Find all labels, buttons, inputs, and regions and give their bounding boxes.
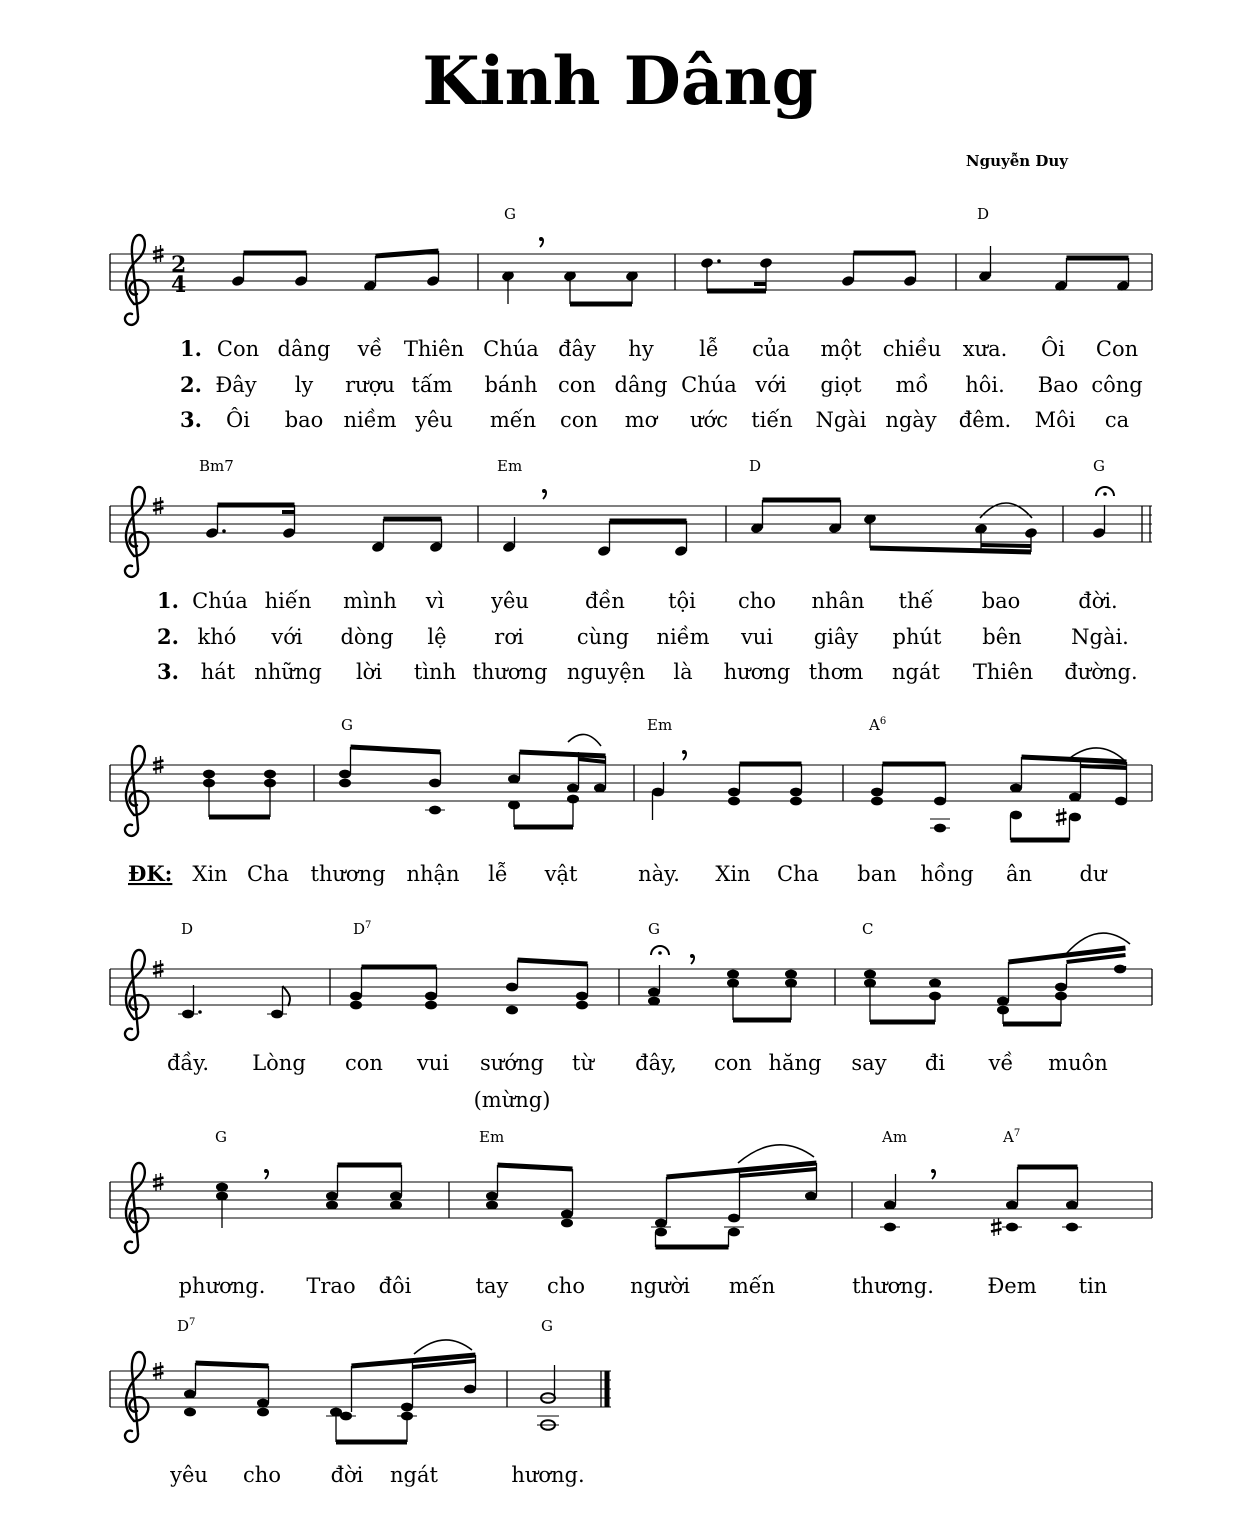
lyric-syllable: bao: [981, 589, 1021, 613]
lyric-syllable: Xin: [715, 862, 751, 886]
lyric-syllable: Xin: [192, 862, 228, 886]
lyric-syllable: tiến: [751, 408, 793, 432]
lyric-syllable: cùng: [576, 625, 630, 649]
lyric-syllable: niềm: [343, 408, 397, 432]
lyric-syllable: Chúa: [681, 373, 737, 397]
lyric-syllable: đường.: [1064, 660, 1138, 684]
lyric-syllable: Đem: [987, 1274, 1037, 1298]
melody-notes: [231, 237, 1130, 304]
lyric-syllable: đầy.: [166, 1051, 210, 1075]
lyric-syllable: tội: [668, 589, 696, 613]
lyric-syllable: vì: [425, 589, 445, 613]
lyric-syllable: bao: [284, 408, 324, 432]
lyric-syllable: muôn: [1048, 1051, 1108, 1075]
lyric-syllable: lời: [355, 660, 383, 684]
melody-notes: [216, 1145, 1082, 1247]
lyric-syllable: yêu: [170, 1463, 208, 1487]
lyric-syllable: vật: [544, 862, 578, 886]
lyric-syllable: giọt: [820, 373, 862, 397]
lyric-syllable: bên: [982, 625, 1022, 649]
lyric-syllable: với: [755, 373, 787, 397]
lyric-syllable: phương.: [178, 1274, 266, 1298]
lyric-syllable: là: [673, 660, 693, 684]
treble-clef-icon: [125, 1163, 148, 1253]
chord-symbol: D: [181, 920, 194, 938]
lyric-syllable: tình: [413, 660, 457, 684]
lyric-syllable: mến: [489, 408, 537, 432]
melody-notes: [203, 734, 1127, 840]
song-title: Kinh Dâng: [422, 42, 818, 120]
lyric-syllable: con: [714, 1051, 752, 1075]
chord-symbol: G: [541, 1317, 553, 1335]
lyric-syllable: Trao: [306, 1274, 356, 1298]
lyric-syllable: hát: [200, 660, 236, 684]
lyric-syllable: từ: [572, 1051, 594, 1075]
treble-clef-icon: [125, 950, 148, 1040]
composer-name: Nguyễn Duy: [965, 152, 1068, 170]
lyric-syllable: Con: [216, 337, 260, 361]
lyric-syllable: con: [345, 1051, 383, 1075]
lyric-syllable: Môi: [1034, 408, 1076, 432]
lyric-syllable: đêm.: [958, 408, 1012, 432]
lyric-syllable: thương.: [852, 1274, 934, 1298]
lyric-syllable: ước: [690, 408, 728, 432]
chord-symbol: D: [977, 205, 990, 223]
chord-symbol: $D^7$: [177, 1317, 196, 1335]
lyric-syllable: đôi: [378, 1274, 412, 1298]
chord-symbol: $D^7$: [353, 920, 372, 938]
staff-system-1: [110, 205, 1152, 432]
verse-number: 3.: [180, 407, 202, 432]
treble-clef-icon: [125, 1352, 148, 1442]
lyric-syllable: niềm: [656, 625, 710, 649]
lyric-syllable: dư: [1079, 862, 1107, 886]
lyric-syllable: dâng: [614, 373, 668, 397]
chord-symbol: Bm7: [199, 457, 234, 475]
lyric-syllable: đây: [558, 337, 596, 361]
lyric-syllable: đi: [924, 1051, 946, 1075]
chord-symbol: G: [341, 716, 353, 734]
lyric-syllable: chiều: [882, 337, 942, 361]
lyric-syllable: hương.: [511, 1463, 585, 1487]
chord-symbol: $A^6$: [869, 716, 887, 734]
verse-lyrics: [180, 336, 1143, 432]
staff-system-5: [110, 1128, 1152, 1298]
lyric-syllable: vui: [416, 1051, 450, 1075]
lyric-syllable: với: [271, 625, 303, 649]
chord-symbol: C: [862, 920, 874, 938]
lyric-syllable: Bao: [1037, 373, 1079, 397]
lyric-syllable: mình: [343, 589, 397, 613]
lyric-syllable: tấm: [411, 373, 453, 397]
refrain-lyrics: [128, 861, 1108, 886]
lyric-syllable: những: [254, 660, 322, 684]
lyric-syllable: Cha: [776, 862, 820, 886]
lyric-syllable: ca: [1104, 408, 1130, 432]
lyric-syllable: rơi: [494, 625, 524, 649]
lyric-syllable: tay: [475, 1274, 509, 1298]
verse-number: 3.: [157, 659, 179, 684]
chord-symbol: G: [215, 1128, 227, 1146]
chord-symbol: G: [648, 920, 660, 938]
treble-clef-icon: [125, 235, 148, 325]
lyric-syllable: Ôi: [1041, 337, 1065, 361]
lyric-syllable: tin: [1078, 1274, 1108, 1298]
lyric-syllable: hăng: [768, 1051, 822, 1075]
staff-system-6: [110, 1317, 611, 1487]
lyric-syllable: mến: [728, 1274, 776, 1298]
lyric-syllable: nhận: [406, 862, 460, 886]
lyric-syllable: đây,: [635, 1051, 677, 1075]
lyric-syllable: hiến: [264, 589, 312, 613]
lyric-syllable: về: [357, 337, 383, 361]
treble-clef-icon: [125, 487, 148, 577]
lyric-syllable: ân: [1005, 862, 1033, 886]
lyric-syllable: vui: [740, 625, 774, 649]
lyric-syllable: Thiên: [972, 660, 1034, 684]
lyric-syllable: bánh: [484, 373, 538, 397]
lyric-syllable: lễ: [699, 337, 719, 361]
lyric-syllable: con: [560, 408, 598, 432]
staff-system-4: [110, 920, 1152, 1112]
lyric-syllable: nhân: [811, 589, 865, 613]
lyric-syllable: Ngài: [815, 408, 867, 432]
chord-symbol: D: [749, 457, 762, 475]
verse-number: 1.: [157, 588, 179, 613]
melody-notes: [184, 1340, 559, 1442]
lyric-syllable: nguyện: [566, 660, 646, 684]
lyric-syllable: này.: [638, 862, 680, 886]
chord-symbol: Em: [479, 1128, 505, 1146]
refrain-lyrics: [169, 1463, 585, 1487]
verse-number: 2.: [157, 624, 179, 649]
lyric-syllable: yêu: [415, 408, 453, 432]
lyric-syllable: ngát: [390, 1463, 438, 1487]
lyric-syllable: về: [988, 1051, 1014, 1075]
refrain-lyrics: [179, 1274, 1108, 1298]
staff-lines: [110, 969, 1152, 1005]
staff-lines: [110, 1182, 1152, 1218]
treble-clef-icon: [125, 746, 148, 836]
lyric-syllable: một: [820, 337, 862, 361]
lyric-syllable: của: [752, 337, 790, 361]
verse-number: 2.: [180, 372, 202, 397]
lyric-syllable: Cha: [246, 862, 290, 886]
lyric-syllable: Con: [1095, 337, 1139, 361]
lyric-syllable: yêu: [491, 589, 529, 613]
verse-lyrics: [157, 588, 1138, 684]
lyric-syllable: cho: [738, 589, 776, 613]
lyric-syllable: ban: [857, 862, 897, 886]
lyric-syllable: Chúa: [483, 337, 539, 361]
lyric-syllable: dòng: [340, 625, 394, 649]
refrain-lyrics: [167, 1051, 1108, 1112]
staff-system-3: [110, 716, 1152, 886]
lyric-syllable: Thiên: [403, 337, 465, 361]
staff-system-2: [110, 457, 1152, 684]
lyric-syllable: phút: [892, 625, 942, 649]
lyric-syllable: Lòng: [252, 1051, 306, 1075]
refrain-label: ĐK:: [128, 861, 173, 886]
chord-symbol: Em: [497, 457, 523, 475]
lyric-syllable: thơm: [808, 660, 864, 684]
lyric-syllable: thương: [472, 660, 548, 684]
lyric-syllable: dâng: [277, 337, 331, 361]
lyric-syllable: thế: [898, 589, 934, 613]
time-signature-bottom: 4: [171, 272, 187, 298]
lyric-syllable: lễ: [488, 862, 508, 886]
alternate-lyric: (mừng): [473, 1088, 551, 1112]
lyric-syllable: hôi.: [965, 373, 1005, 397]
chord-symbol: $A^7$: [1003, 1128, 1021, 1146]
chord-symbol: Am: [882, 1128, 908, 1146]
lyric-syllable: ly: [294, 373, 314, 397]
lyric-syllable: mơ: [624, 408, 658, 432]
lyric-syllable: mồ: [895, 373, 929, 397]
lyric-syllable: Ngài.: [1071, 625, 1129, 649]
chord-symbol: G: [1093, 457, 1105, 475]
lyric-syllable: đời.: [1078, 589, 1118, 613]
lyric-syllable: Đây: [215, 373, 257, 397]
staff-lines: [110, 1371, 611, 1407]
lyric-syllable: Chúa: [192, 589, 248, 613]
lyric-syllable: khó: [197, 625, 237, 649]
verse-number: 1.: [180, 336, 202, 361]
lyric-syllable: người: [630, 1274, 690, 1298]
lyric-syllable: đời: [330, 1463, 364, 1487]
time-signature-top: 2: [171, 252, 187, 278]
lyric-syllable: giây: [813, 625, 859, 649]
lyric-syllable: ngày: [885, 408, 937, 432]
lyric-syllable: hy: [628, 337, 654, 361]
lyric-syllable: xưa.: [962, 337, 1008, 361]
lyric-syllable: Ôi: [226, 408, 250, 432]
lyric-syllable: thương: [310, 862, 386, 886]
lyric-syllable: say: [851, 1051, 887, 1075]
lyric-syllable: lệ: [427, 625, 447, 649]
lyric-syllable: rượu: [345, 373, 395, 397]
staff-lines: [110, 506, 1152, 542]
lyric-syllable: cho: [243, 1463, 281, 1487]
lyric-syllable: ngát: [892, 660, 940, 684]
chord-symbol: G: [504, 205, 516, 223]
chord-symbol: Em: [647, 716, 673, 734]
melody-notes: [205, 487, 1114, 557]
lyric-syllable: sướng: [480, 1051, 544, 1075]
lyric-syllable: đền: [585, 589, 625, 613]
lyric-syllable: hồng: [920, 862, 974, 886]
lyric-syllable: cho: [547, 1274, 585, 1298]
lyric-syllable: công: [1091, 373, 1143, 397]
lyric-syllable: con: [558, 373, 596, 397]
lyric-syllable: hương: [723, 660, 791, 684]
